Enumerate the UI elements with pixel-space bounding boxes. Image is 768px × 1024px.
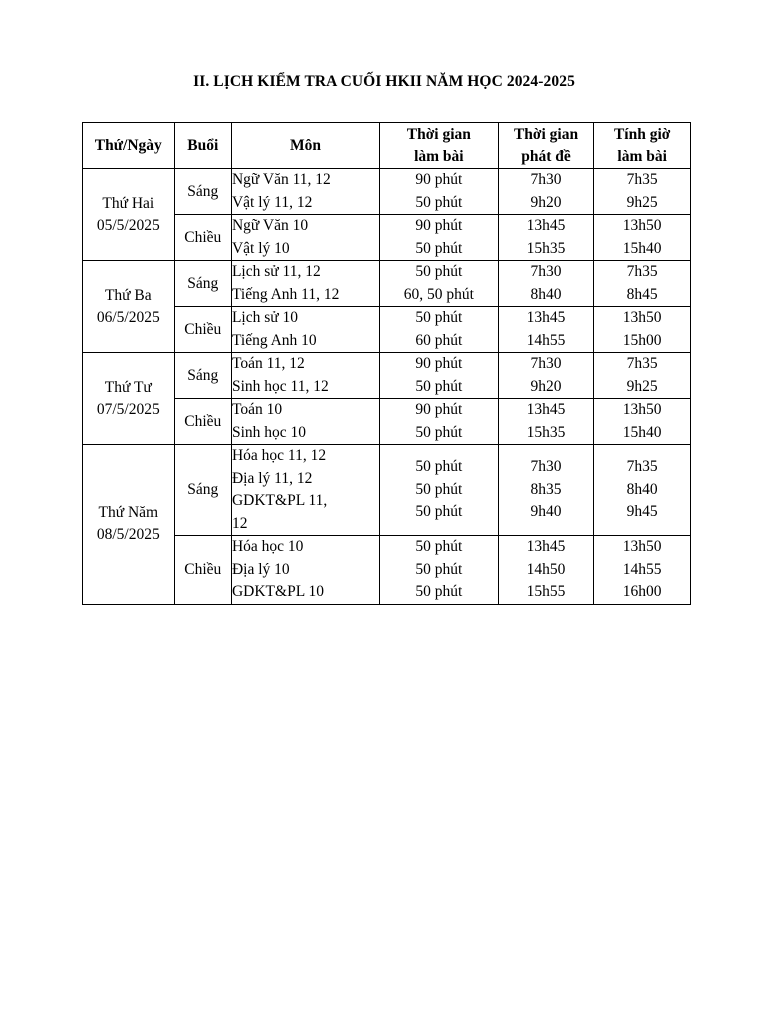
duration-line: 50 phút [415,538,463,555]
duration-line: 60 phút [415,331,463,349]
subject-line: GDKT&PL 11, [231,492,328,509]
distribute-line: 7h30 [530,171,562,188]
subject-line: Lịch sử 10 [231,309,299,326]
distribute-line: 14h55 [526,331,566,349]
table-row [83,445,691,536]
start-line: 7h35 [626,171,658,188]
distribute-line: 13h45 [526,217,566,234]
start-cell [594,215,691,261]
subject-line: Toán 10 [231,401,283,418]
start-cell [594,261,691,307]
subject-line: Sinh học 10 [231,423,307,441]
duration-line: 50 phút [415,560,463,578]
duration-line: 50 phút [415,377,463,395]
duration-line: 50 phút [415,309,463,326]
day-cell [83,445,175,605]
start-line: 13h50 [622,401,662,418]
page-title: II. LỊCH KIỂM TRA CUỐI HKII NĂM HỌC 2024-2025 [193,73,575,90]
header-start-line: làm bài [617,147,667,165]
duration-line: 50 phút [415,583,463,600]
distribute-cell [498,307,594,353]
table-row [83,169,691,215]
subject-line: 12 [231,514,248,532]
distribute-line: 13h45 [526,538,566,555]
start-line: 9h45 [626,503,658,521]
header-row [83,123,691,169]
distribute-line: 8h35 [530,480,562,498]
subjects-cell [231,445,379,536]
distribute-line: 7h30 [530,458,562,476]
session-cell: Chiều [174,307,231,353]
start-line: 8h40 [626,480,658,498]
subjects-cell [231,353,379,399]
start-line: 9h25 [626,193,658,211]
day-cell [83,261,175,353]
day-date: 07/5/2025 [96,400,160,418]
subject-line: Ngữ Văn 10 [231,217,309,234]
session-cell: Sáng [174,261,231,307]
start-line: 7h35 [626,355,658,372]
duration-cell [379,261,498,307]
table-row [83,307,691,353]
start-line: 15h40 [622,423,662,441]
session-cell: Sáng [174,169,231,215]
header-subject: Môn [231,123,379,169]
distribute-line: 8h40 [530,285,562,303]
day-name: Thứ Tư [104,378,152,396]
distribute-cell [498,261,594,307]
day-name: Thứ Ba [104,286,152,304]
distribute-line: 13h45 [526,401,566,418]
start-cell [594,445,691,536]
duration-line: 60, 50 phút [403,285,474,303]
distribute-line: 7h30 [530,355,562,372]
subject-line: Sinh học 11, 12 [231,377,329,395]
duration-line: 50 phút [415,503,463,521]
day-cell [83,169,175,261]
subjects-cell [231,261,379,307]
header-distribute-line: phát đề [521,147,571,165]
start-cell [594,536,691,605]
subject-line: Tiếng Anh 11, 12 [231,285,340,303]
duration-cell [379,399,498,445]
day-name: Thứ Hai [102,194,155,212]
distribute-line: 9h20 [530,377,562,395]
duration-line: 90 phút [415,355,463,372]
start-cell [594,353,691,399]
start-line: 15h40 [622,239,662,257]
subject-line: Địa lý 10 [231,560,290,578]
start-cell [594,399,691,445]
day-date: 06/5/2025 [96,308,160,326]
header-start-line: Tính giờ [613,125,671,143]
duration-cell [379,353,498,399]
session-cell: Chiều [174,536,231,605]
duration-cell [379,215,498,261]
table-row [83,399,691,445]
duration-line: 50 phút [415,458,463,476]
table-row [83,215,691,261]
header-session: Buổi [174,123,231,169]
start-line: 14h55 [622,560,662,578]
session-cell: Sáng [174,353,231,399]
duration-line: 50 phút [415,193,463,211]
distribute-line: 9h40 [530,503,562,521]
subject-line: Lịch sử 11, 12 [231,263,321,280]
duration-cell [379,536,498,605]
duration-line: 90 phút [415,171,463,188]
distribute-cell [498,169,594,215]
session-cell: Sáng [174,445,231,536]
subject-line: Địa lý 11, 12 [231,469,313,487]
subjects-cell [231,169,379,215]
day-date: 08/5/2025 [96,526,160,544]
subject-line: Hóa học 11, 12 [231,447,327,464]
duration-cell [379,169,498,215]
subjects-cell [231,536,379,605]
table-row [83,536,691,605]
duration-line: 90 phút [415,217,463,234]
header-duration-line: Thời gian [406,125,471,143]
exam-schedule-table [82,122,691,605]
distribute-line: 7h30 [530,263,562,280]
subjects-cell [231,399,379,445]
start-line: 13h50 [622,217,662,234]
day-name: Thứ Năm [98,504,159,522]
distribute-cell [498,215,594,261]
schedule-body [83,169,691,605]
distribute-line: 9h20 [530,193,562,211]
subject-line: Toán 11, 12 [231,355,305,372]
distribute-cell [498,536,594,605]
start-line: 7h35 [626,458,658,476]
table-row [83,261,691,307]
distribute-line: 15h35 [526,239,566,257]
table-row [83,353,691,399]
subjects-cell [231,307,379,353]
subject-line: Tiếng Anh 10 [231,331,317,349]
day-cell [83,353,175,445]
start-cell [594,307,691,353]
distribute-line: 15h55 [526,583,566,600]
header-day: Thứ/Ngày [83,123,175,169]
subject-line: Vật lý 10 [231,239,290,257]
start-line: 9h25 [626,377,658,395]
duration-line: 50 phút [415,423,463,441]
header-distribute-line: Thời gian [513,125,579,143]
start-line: 15h00 [622,331,662,349]
duration-line: 50 phút [415,480,463,498]
start-cell [594,169,691,215]
distribute-line: 14h50 [526,560,566,578]
subject-line: Ngữ Văn 11, 12 [231,171,331,188]
header-duration [379,123,498,169]
start-line: 7h35 [626,263,658,280]
start-line: 13h50 [622,538,662,555]
distribute-line: 13h45 [526,309,566,326]
distribute-cell [498,399,594,445]
session-cell: Chiều [174,399,231,445]
subject-line: GDKT&PL 10 [231,583,324,600]
session-cell: Chiều [174,215,231,261]
header-duration-line: làm bài [414,147,464,165]
day-date: 05/5/2025 [96,216,160,234]
duration-line: 90 phút [415,401,463,418]
start-line: 16h00 [622,583,662,600]
start-line: 8h45 [626,285,658,303]
duration-cell [379,307,498,353]
duration-cell [379,445,498,536]
header-start [594,123,691,169]
duration-line: 50 phút [415,239,463,257]
distribute-cell [498,445,594,536]
subject-line: Hóa học 10 [231,538,304,555]
start-line: 13h50 [622,309,662,326]
distribute-line: 15h35 [526,423,566,441]
subjects-cell [231,215,379,261]
duration-line: 50 phút [415,263,463,280]
header-distribute [498,123,594,169]
subject-line: Vật lý 11, 12 [231,193,313,211]
distribute-cell [498,353,594,399]
